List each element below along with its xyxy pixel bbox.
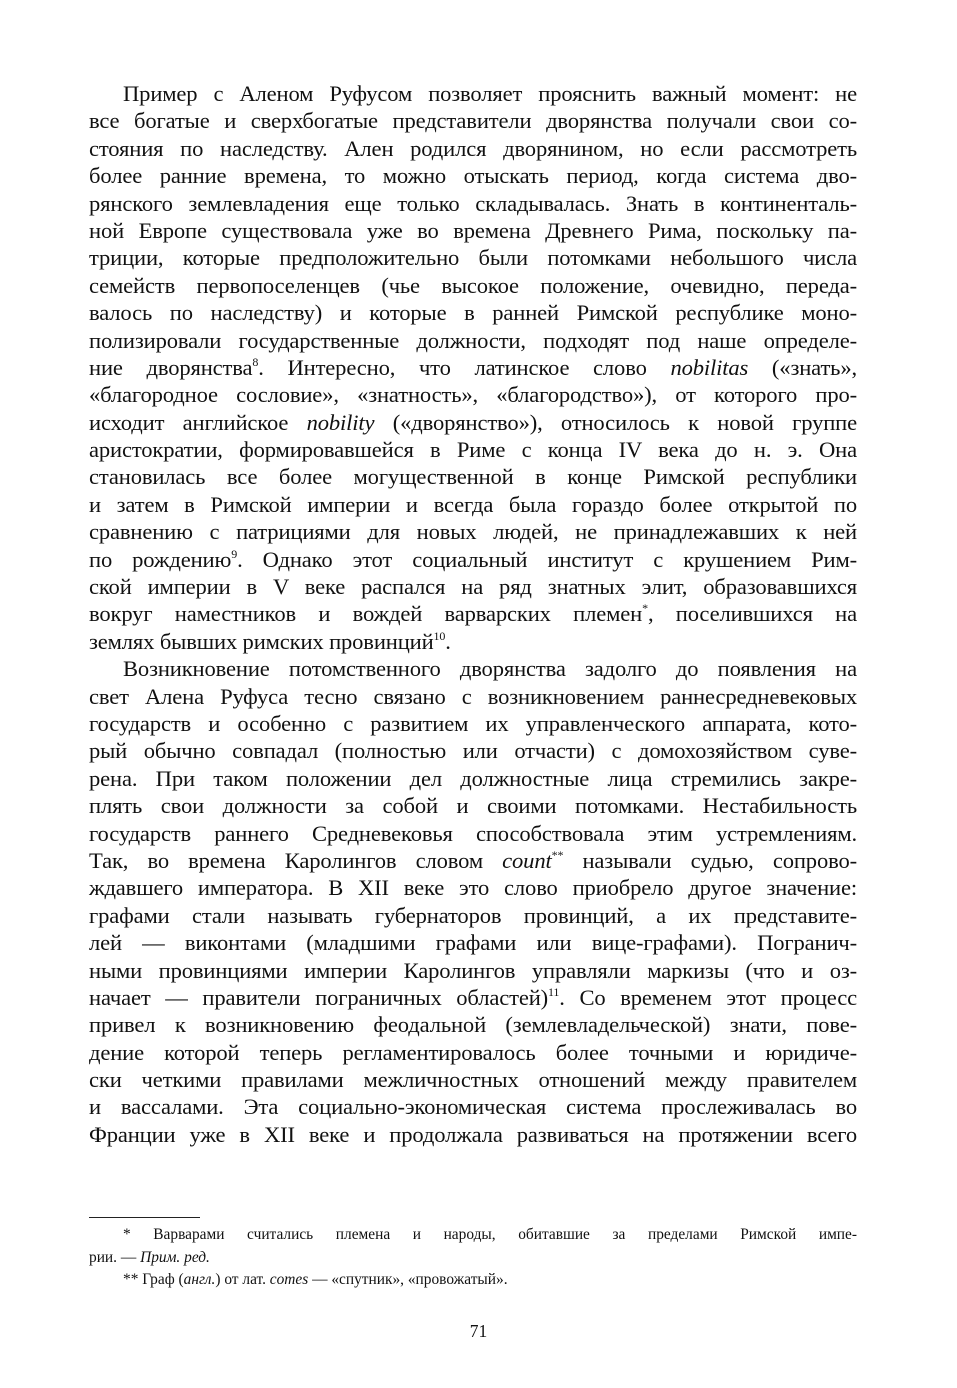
text-line: стояния по наследству. Ален родился дворянином, но если рассмотреть bbox=[89, 135, 857, 161]
footnote-separator bbox=[89, 1217, 200, 1218]
text-line: ской империи в V веке распался на ряд знатных элит, образовавшихся bbox=[89, 574, 857, 600]
text-line: ными провинциями империи Каролингов управляли маркизы (что и оз- bbox=[89, 957, 857, 983]
text-line: все богатые и сверхбогатые представители дворянства получали свои со- bbox=[89, 108, 857, 134]
text-line: исходит английское nobility («дворянство»), относилось к новой группе bbox=[89, 409, 858, 435]
text-line: вокруг наместников и вождей варварских племен*, поселившихся на bbox=[89, 601, 857, 627]
english-word: count bbox=[502, 847, 552, 873]
footnote-line: * Варварами считались племена и народы, обитавшие за пределами Римской импе- bbox=[123, 1226, 857, 1243]
text-line: по рождению$^9$. Однако этот социальный институт с крушением Рим- bbox=[89, 546, 857, 572]
text-line: начает — правители пограничных областей)$^{11}$. Со временем этот процесс bbox=[89, 984, 857, 1010]
paragraph-2 bbox=[89, 655, 857, 1148]
text-line: привел к возникновению феодальной (землевладельческой) знати, пове- bbox=[89, 1012, 857, 1038]
endnote-ref-9: 9 bbox=[231, 546, 238, 561]
body-text bbox=[89, 80, 857, 1148]
text-line: лей — виконтами (младшими графами или вице-графами). Погранич- bbox=[89, 930, 857, 956]
text-line: валось по наследству) и которые в ранней Римской республике моно- bbox=[89, 300, 857, 326]
paragraph-1 bbox=[89, 80, 857, 655]
text-line: ждавшего императора. В XII веке это слово приобрело другое значение: bbox=[89, 875, 857, 901]
text-line: дение которой теперь регламентировалось более точными и юридиче- bbox=[89, 1039, 857, 1065]
text-line: Возникновение потомственного дворянства задолго до появления на bbox=[123, 656, 857, 682]
page-number: 71 bbox=[469, 1321, 488, 1341]
text-line: ной Европе существовала уже во времена Древнего Рима, поскольку па- bbox=[89, 217, 857, 243]
text-line: ски четкими правилами межличностных отношений между правителем bbox=[89, 1067, 857, 1093]
text-line: графами стали называть губернаторов провинций, а их представите- bbox=[89, 902, 857, 928]
text-line: ние дворянства$^8$. Интересно, что латинское слово nobilitas («знать», bbox=[89, 354, 857, 380]
endnote-ref-11: 11 bbox=[548, 984, 560, 999]
text-line: государств и особенно с развитием их управленческого аппарата, кото- bbox=[89, 710, 857, 736]
text-line: рянского землевладения еще только складывалась. Знать в континенталь- bbox=[89, 190, 857, 216]
endnote-ref-10: 10 bbox=[433, 628, 446, 643]
text-line: становилась все более могущественной в конце Римской республики bbox=[89, 464, 857, 490]
text-line: и вассалами. Эта социально-экономическая система прослеживалась во bbox=[89, 1094, 857, 1120]
text-line: и затем в Римской империи и всегда была гораздо более открытой по bbox=[89, 491, 857, 517]
editor-note: Прим. ред. bbox=[140, 1248, 210, 1266]
text-line: рый обычно совпадал (полностью или отчасти) с домохозяйством суве- bbox=[89, 738, 857, 764]
text-line: семейств первопоселенцев (чье высокое положение, очевидно, переда- bbox=[89, 272, 857, 298]
text-line: плять свои должности за собой и своими потомками. Нестабильность bbox=[89, 793, 857, 819]
text-line: Пример с Аленом Руфусом позволяет прояснить важный момент: не bbox=[123, 81, 857, 106]
text-line: землях бывших римских провинций$^{10}$. bbox=[89, 628, 451, 654]
footnote-line: рии. — Прим. ред. bbox=[89, 1248, 210, 1266]
text-line: Так, во времена Каролингов словом count** называли судью, сопрово- bbox=[89, 847, 857, 873]
endnote-ref-8: 8 bbox=[252, 354, 259, 369]
latin-word: nobilitas bbox=[670, 354, 749, 380]
text-line: «благородное сословие», «знатность», «благородство»), от которого про- bbox=[89, 382, 857, 408]
text-line: свет Алена Руфуса тесно связано с возникновением раннесредневековых bbox=[89, 683, 857, 709]
footnote-ref-double-star: ** bbox=[551, 847, 564, 862]
text-line: Франции уже в XII веке и продолжала развиваться на протяжении всего bbox=[89, 1121, 857, 1147]
text-line: аристократии, формировавшейся в Риме с конца IV века до н. э. Она bbox=[89, 437, 857, 463]
text-line: рена. При таком положении дел должностные лица стремились закре- bbox=[89, 765, 857, 791]
english-word: nobility bbox=[306, 409, 375, 435]
footnotes bbox=[89, 1224, 857, 1292]
text-line: государств раннего Средневековья способствовала этим устремлениям. bbox=[89, 820, 857, 846]
text-line: более ранние времена, то можно отыскать период, когда система дво- bbox=[89, 163, 857, 189]
footnote-line: ** Граф (англ.) от лат. comes — «спутник», «провожатый». bbox=[123, 1271, 508, 1288]
text-line: сравнению с патрициями для новых людей, не принадлежавших к ней bbox=[89, 519, 857, 545]
footnote-ref-star: * bbox=[642, 601, 648, 616]
text-line: триции, которые предположительно были потомками небольшого числа bbox=[89, 245, 857, 271]
text-line: полизировали государственные должности, подходят под наше определе- bbox=[89, 327, 857, 353]
